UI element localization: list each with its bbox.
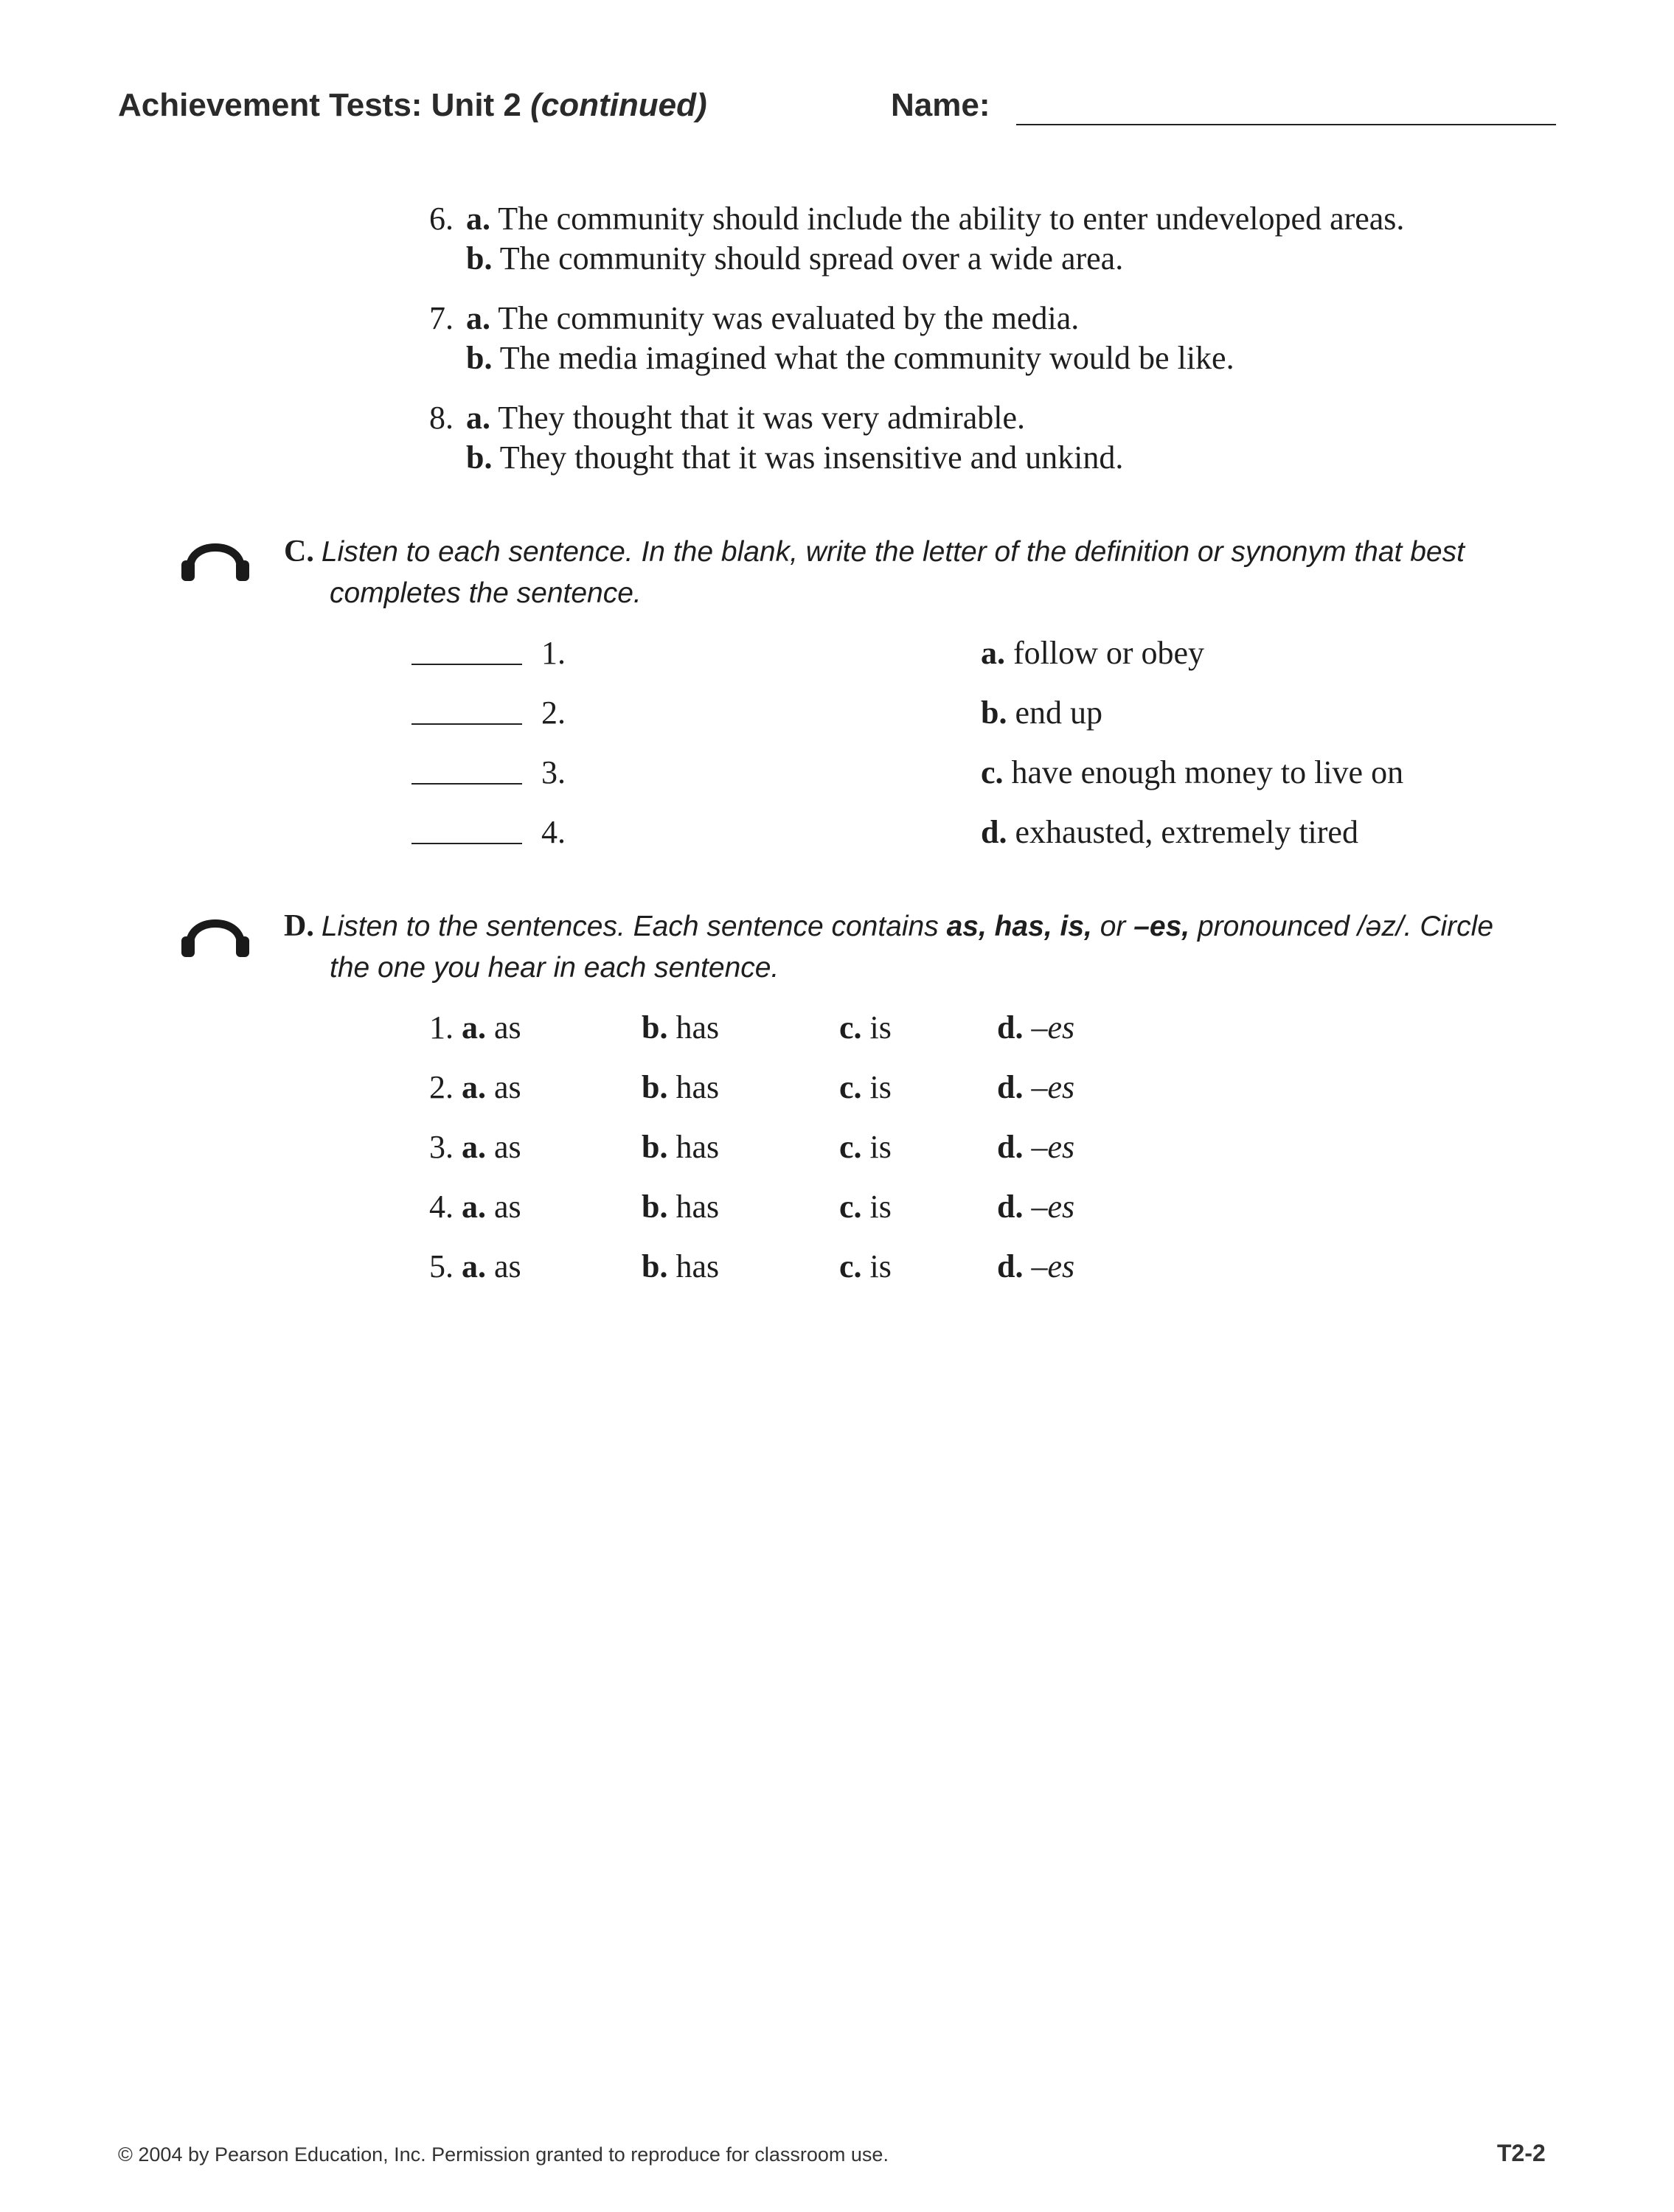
row-number: 5.	[429, 1248, 454, 1284]
section-d-instructions	[284, 905, 1552, 989]
option-letter: a.	[462, 1009, 486, 1046]
option-es[interactable]: –es	[1031, 1009, 1075, 1046]
headphones-icon	[178, 904, 252, 960]
matching-row-1	[411, 634, 1591, 675]
option-is[interactable]: is	[869, 1069, 892, 1105]
question-7	[429, 299, 1234, 378]
option-letter: c.	[839, 1129, 862, 1165]
question-number: 8.	[429, 400, 454, 436]
item-number: 1.	[541, 635, 566, 671]
option-as[interactable]: as	[494, 1129, 521, 1165]
instructions-text: pronounced /əz/. Circle	[1189, 911, 1494, 942]
choice-row-3	[429, 1128, 1314, 1169]
section-c-instructions	[284, 531, 1552, 614]
choice-row-2	[429, 1068, 1314, 1110]
instructions-line-2: the one you hear in each sentence.	[330, 952, 779, 984]
option-letter: d.	[997, 1129, 1024, 1165]
instructions-bold: as, has, is,	[946, 911, 1092, 942]
definition-letter: d.	[981, 814, 1007, 850]
item-number: 2.	[541, 695, 566, 731]
page-title	[118, 87, 707, 124]
answer-blank[interactable]	[411, 664, 522, 665]
option-letter: c.	[839, 1009, 862, 1046]
option-letter: b.	[642, 1009, 668, 1046]
matching-row-2	[411, 694, 1591, 735]
option-letter: b.	[466, 240, 493, 276]
option-letter: b.	[466, 340, 493, 376]
item-number: 3.	[541, 754, 566, 790]
option-text: They thought that it was very admirable.	[498, 400, 1026, 436]
option-letter: d.	[997, 1189, 1024, 1225]
section-c-letter: C.	[284, 535, 314, 568]
option-has[interactable]: has	[675, 1248, 720, 1284]
name-label: Name:	[891, 87, 990, 123]
option-letter: a.	[462, 1189, 486, 1225]
row-number: 3.	[429, 1129, 454, 1165]
option-es[interactable]: –es	[1031, 1189, 1075, 1225]
option-has[interactable]: has	[675, 1189, 720, 1225]
choice-row-5	[429, 1248, 1314, 1289]
option-text: The community should include the ability to enter undeveloped areas.	[498, 201, 1405, 237]
choice-row-4	[429, 1188, 1314, 1229]
option-es[interactable]: –es	[1031, 1248, 1075, 1284]
instructions-bold: –es,	[1133, 911, 1190, 942]
option-letter: d.	[997, 1069, 1024, 1105]
option-letter: b.	[466, 439, 493, 476]
definition-text: follow or obey	[1013, 635, 1205, 671]
option-letter: b.	[642, 1189, 668, 1225]
option-text: They thought that it was insensitive and unkind.	[499, 439, 1124, 476]
question-8	[429, 398, 1123, 478]
instructions-line-1: Listen to each sentence. In the blank, write the letter of the definition or synonym that best	[321, 536, 1465, 568]
option-letter: a.	[462, 1129, 486, 1165]
option-has[interactable]: has	[675, 1069, 720, 1105]
instructions-line-2: completes the sentence.	[330, 577, 642, 609]
choice-row-1	[429, 1009, 1314, 1050]
answer-blank[interactable]	[411, 843, 522, 844]
option-letter: c.	[839, 1069, 862, 1105]
row-number: 4.	[429, 1189, 454, 1225]
definition-text: have enough money to live on	[1011, 754, 1404, 790]
instructions-text: Listen to the sentences. Each sentence contains	[321, 911, 947, 942]
question-number: 7.	[429, 300, 454, 336]
row-number: 1.	[429, 1009, 454, 1046]
option-text: The community was evaluated by the media.	[498, 300, 1080, 336]
matching-row-3	[411, 754, 1591, 795]
page-title-text: Achievement Tests: Unit 2	[118, 87, 521, 123]
option-letter: a.	[462, 1248, 486, 1284]
option-is[interactable]: is	[869, 1189, 892, 1225]
option-letter: b.	[642, 1129, 668, 1165]
question-number: 6.	[429, 201, 454, 237]
option-has[interactable]: has	[675, 1129, 720, 1165]
definition	[981, 694, 1102, 731]
option-letter: a.	[466, 300, 490, 336]
headphones-icon	[178, 528, 252, 584]
instructions-text: or	[1091, 911, 1134, 942]
copyright-footer: © 2004 by Pearson Education, Inc. Permission granted to reproduce for classroom use.	[118, 2143, 889, 2166]
name-field-line[interactable]	[1016, 124, 1556, 125]
definition-letter: b.	[981, 695, 1007, 731]
row-number: 2.	[429, 1069, 454, 1105]
matching-row-4	[411, 813, 1591, 855]
option-letter: b.	[642, 1248, 668, 1284]
definition-text: exhausted, extremely tired	[1015, 814, 1358, 850]
item-number: 4.	[541, 814, 566, 850]
option-is[interactable]: is	[869, 1248, 892, 1284]
option-es[interactable]: –es	[1031, 1129, 1075, 1165]
option-letter: a.	[466, 201, 490, 237]
section-d-letter: D.	[284, 909, 314, 943]
option-letter: c.	[839, 1248, 862, 1284]
option-letter: b.	[642, 1069, 668, 1105]
option-letter: d.	[997, 1009, 1024, 1046]
definition-text: end up	[1015, 695, 1103, 731]
page-id: T2-2	[1497, 2140, 1546, 2166]
option-letter: a.	[466, 400, 490, 436]
definition	[981, 813, 1358, 851]
definition-letter: a.	[981, 635, 1005, 671]
option-has[interactable]: has	[675, 1009, 720, 1046]
page-title-continued: (continued)	[530, 87, 707, 123]
answer-blank[interactable]	[411, 783, 522, 785]
option-text: The community should spread over a wide area.	[499, 240, 1124, 276]
definition	[981, 754, 1403, 791]
option-letter: c.	[839, 1189, 862, 1225]
option-is[interactable]: is	[869, 1009, 892, 1046]
option-text: The media imagined what the community would be like.	[499, 340, 1234, 376]
option-as[interactable]: as	[494, 1069, 521, 1105]
question-6	[429, 199, 1404, 279]
answer-blank[interactable]	[411, 723, 522, 725]
option-es[interactable]: –es	[1031, 1069, 1075, 1105]
option-as[interactable]: as	[494, 1248, 521, 1284]
definition	[981, 634, 1204, 672]
option-as[interactable]: as	[494, 1189, 521, 1225]
option-is[interactable]: is	[869, 1129, 892, 1165]
option-letter: a.	[462, 1069, 486, 1105]
option-letter: d.	[997, 1248, 1024, 1284]
definition-letter: c.	[981, 754, 1004, 790]
option-as[interactable]: as	[494, 1009, 521, 1046]
